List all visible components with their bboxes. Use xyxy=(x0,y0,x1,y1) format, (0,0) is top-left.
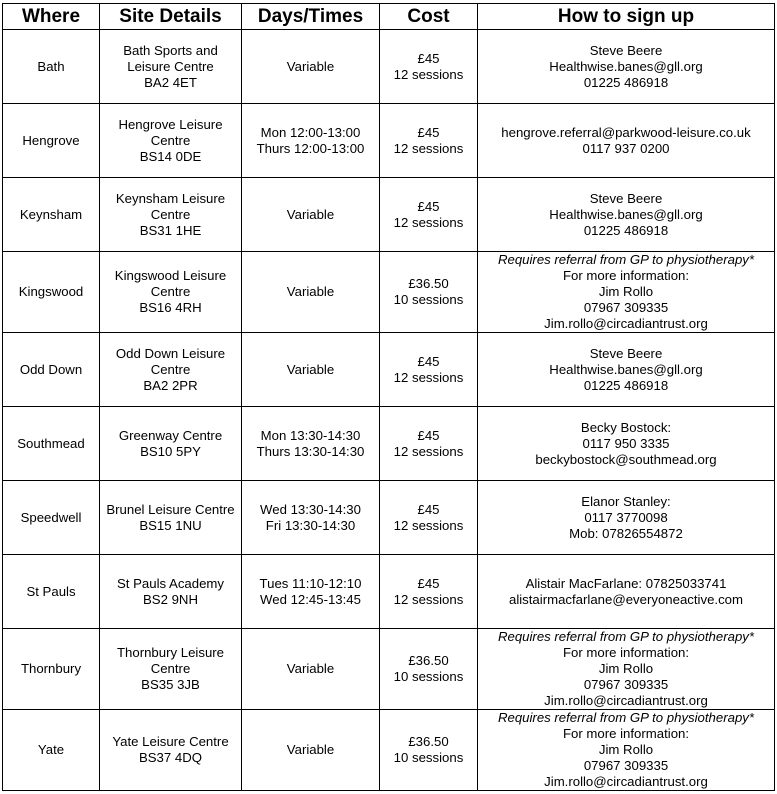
price: £45 xyxy=(417,198,440,214)
contact-phone: 0117 3770098 xyxy=(584,509,668,525)
cost-cell xyxy=(380,555,478,629)
site-name: Kingswood Leisure Centre xyxy=(114,268,227,299)
site-details-cell xyxy=(100,407,242,481)
header-site-details: Site Details xyxy=(100,4,242,30)
header-where: Where xyxy=(3,4,100,30)
postcode: BS14 0DE xyxy=(139,148,202,164)
days-times-cell xyxy=(242,555,380,629)
session-count: 12 sessions xyxy=(393,66,464,82)
schedule: Wed 12:45-13:45 xyxy=(260,591,361,607)
site-name: Odd Down Leisure Centre xyxy=(115,345,226,377)
schedule: Variable xyxy=(286,58,335,74)
postcode: BS31 1HE xyxy=(139,222,202,238)
postcode: BS35 3JB xyxy=(141,677,200,692)
schedule: Thurs 12:00-13:00 xyxy=(256,140,365,156)
session-count: 12 sessions xyxy=(393,591,464,607)
site-details-cell xyxy=(100,30,242,104)
site-details-cell xyxy=(100,710,242,791)
schedule: Mon 12:00-13:00 xyxy=(260,124,361,140)
contact-phone: 01225 486918 xyxy=(583,377,669,393)
where-cell: Yate xyxy=(3,710,100,791)
table-row xyxy=(3,407,775,481)
days-times-cell xyxy=(242,178,380,252)
sign-up-cell xyxy=(478,178,775,252)
cost-cell xyxy=(380,407,478,481)
sign-up-cell xyxy=(478,710,775,791)
session-count: 12 sessions xyxy=(393,517,464,533)
price: £36.50 xyxy=(408,276,449,291)
header-row xyxy=(3,4,775,30)
session-count: 12 sessions xyxy=(393,443,464,459)
postcode: BS16 4RH xyxy=(139,300,202,315)
contact-name: Steve Beere xyxy=(589,42,663,58)
site-details-cell xyxy=(100,333,242,407)
site-name: Bath Sports and Leisure Centre xyxy=(123,42,218,74)
table-row xyxy=(3,481,775,555)
postcode: BS2 9NH xyxy=(143,591,198,607)
cost-cell xyxy=(380,481,478,555)
contact-email: Healthwise.banes@gll.org xyxy=(549,361,703,377)
schedule: Variable xyxy=(286,206,335,222)
schedule: Variable xyxy=(286,284,335,299)
cost-cell xyxy=(380,30,478,104)
session-count: 10 sessions xyxy=(393,750,464,765)
site-name: Brunel Leisure Centre xyxy=(106,501,235,517)
site-name: Yate Leisure Centre xyxy=(112,734,229,749)
postcode: BS15 1NU xyxy=(139,517,202,533)
price: £45 xyxy=(417,427,440,443)
sessions-table xyxy=(2,3,775,791)
info-label: For more information: xyxy=(562,645,690,660)
table-row xyxy=(3,30,775,104)
where-cell: St Pauls xyxy=(3,555,100,629)
sign-up-cell xyxy=(478,407,775,481)
schedule: Tues 11:10-12:10 xyxy=(259,575,362,591)
table-row xyxy=(3,629,775,710)
contact-email: alistairmacfarlane@everyoneactive.com xyxy=(508,591,743,607)
price: £36.50 xyxy=(408,653,449,668)
price: £45 xyxy=(417,575,440,591)
site-name: Keynsham Leisure Centre xyxy=(115,190,226,222)
referral-note: Requires referral from GP to physiotherapy* xyxy=(497,710,755,725)
info-label: For more information: xyxy=(562,268,690,283)
header-how-to-sign-up: How to sign up xyxy=(478,4,775,30)
header-days-times: Days/Times xyxy=(242,4,380,30)
days-times-cell xyxy=(242,407,380,481)
site-name: Hengrove Leisure Centre xyxy=(118,116,223,148)
where-cell: Thornbury xyxy=(3,629,100,710)
days-times-cell xyxy=(242,333,380,407)
cost-cell xyxy=(380,104,478,178)
sign-up-cell xyxy=(478,252,775,333)
days-times-cell xyxy=(242,30,380,104)
contact-phone: 07967 309335 xyxy=(583,300,669,315)
table-row xyxy=(3,104,775,178)
table-row xyxy=(3,178,775,252)
where-cell: Keynsham xyxy=(3,178,100,252)
schedule: Variable xyxy=(286,661,335,676)
days-times-cell xyxy=(242,104,380,178)
contact-mobile: Mob: 07826554872 xyxy=(569,525,683,541)
schedule: Thurs 13:30-14:30 xyxy=(256,443,365,459)
contact-name-phone: Alistair MacFarlane: 07825033741 xyxy=(525,575,727,591)
sign-up-cell xyxy=(478,30,775,104)
session-count: 10 sessions xyxy=(393,292,464,307)
referral-note: Requires referral from GP to physiotherapy* xyxy=(497,252,755,267)
schedule: Wed 13:30-14:30 xyxy=(260,501,361,517)
sign-up-cell xyxy=(478,333,775,407)
site-details-cell xyxy=(100,252,242,333)
contact-phone: 01225 486918 xyxy=(583,74,669,90)
cost-cell xyxy=(380,710,478,791)
postcode: BS10 5PY xyxy=(140,443,201,459)
site-name: Thornbury Leisure Centre xyxy=(116,645,225,676)
contact-email: Healthwise.banes@gll.org xyxy=(549,206,703,222)
schedule: Fri 13:30-14:30 xyxy=(265,517,356,533)
price: £36.50 xyxy=(408,734,449,749)
schedule: Variable xyxy=(286,742,335,757)
contact-phone: 07967 309335 xyxy=(583,677,669,692)
price: £45 xyxy=(417,353,440,369)
sign-up-cell xyxy=(478,629,775,710)
contact-phone: 0117 950 3335 xyxy=(582,435,670,451)
contact-name: Jim Rollo xyxy=(598,284,654,299)
where-cell: Speedwell xyxy=(3,481,100,555)
cost-cell xyxy=(380,629,478,710)
session-count: 12 sessions xyxy=(393,369,464,385)
sign-up-cell xyxy=(478,104,775,178)
contact-email: Jim.rollo@circadiantrust.org xyxy=(544,693,708,708)
contact-phone: 0117 937 0200 xyxy=(582,140,670,156)
price: £45 xyxy=(417,50,440,66)
where-cell: Kingswood xyxy=(3,252,100,333)
cost-cell xyxy=(380,178,478,252)
contact-name: Jim Rollo xyxy=(598,742,654,757)
price: £45 xyxy=(417,501,440,517)
info-label: For more information: xyxy=(562,726,690,741)
contact-name: Steve Beere xyxy=(589,190,663,206)
referral-note: Requires referral from GP to physiotherapy* xyxy=(497,629,755,644)
cost-cell xyxy=(380,333,478,407)
contact-phone: 07967 309335 xyxy=(583,758,669,773)
postcode: BA2 4ET xyxy=(144,74,197,90)
cost-cell xyxy=(380,252,478,333)
where-cell: Southmead xyxy=(3,407,100,481)
postcode: BS37 4DQ xyxy=(138,750,203,765)
site-name: Greenway Centre xyxy=(118,427,223,443)
table-row xyxy=(3,333,775,407)
days-times-cell xyxy=(242,629,380,710)
schedule: Variable xyxy=(286,361,335,377)
site-details-cell xyxy=(100,178,242,252)
postcode: BA2 2PR xyxy=(143,377,198,393)
where-cell: Odd Down xyxy=(3,333,100,407)
contact-email: beckybostock@southmead.org xyxy=(535,451,717,467)
session-count: 10 sessions xyxy=(393,669,464,684)
where-cell: Hengrove xyxy=(3,104,100,178)
contact-email: Jim.rollo@circadiantrust.org xyxy=(544,316,708,331)
site-details-cell xyxy=(100,555,242,629)
schedule: Mon 13:30-14:30 xyxy=(260,427,361,443)
contact-name: Elanor Stanley: xyxy=(581,493,671,509)
site-details-cell xyxy=(100,481,242,555)
table-row xyxy=(3,555,775,629)
table-row xyxy=(3,252,775,333)
contact-email: Jim.rollo@circadiantrust.org xyxy=(544,774,708,789)
days-times-cell xyxy=(242,252,380,333)
contact-email: Healthwise.banes@gll.org xyxy=(549,58,703,74)
days-times-cell xyxy=(242,710,380,791)
site-details-cell xyxy=(100,104,242,178)
header-cost: Cost xyxy=(380,4,478,30)
sign-up-cell xyxy=(478,481,775,555)
session-count: 12 sessions xyxy=(393,214,464,230)
price: £45 xyxy=(417,124,440,140)
days-times-cell xyxy=(242,481,380,555)
contact-name: Becky Bostock: xyxy=(580,419,672,435)
contact-name: Jim Rollo xyxy=(598,661,654,676)
contact-email: hengrove.referral@parkwood-leisure.co.uk xyxy=(501,124,751,140)
where-cell: Bath xyxy=(3,30,100,104)
site-details-cell xyxy=(100,629,242,710)
session-count: 12 sessions xyxy=(393,140,464,156)
site-name: St Pauls Academy xyxy=(116,575,225,591)
table-row xyxy=(3,710,775,791)
contact-name: Steve Beere xyxy=(589,345,663,361)
sign-up-cell xyxy=(478,555,775,629)
contact-phone: 01225 486918 xyxy=(583,222,669,238)
